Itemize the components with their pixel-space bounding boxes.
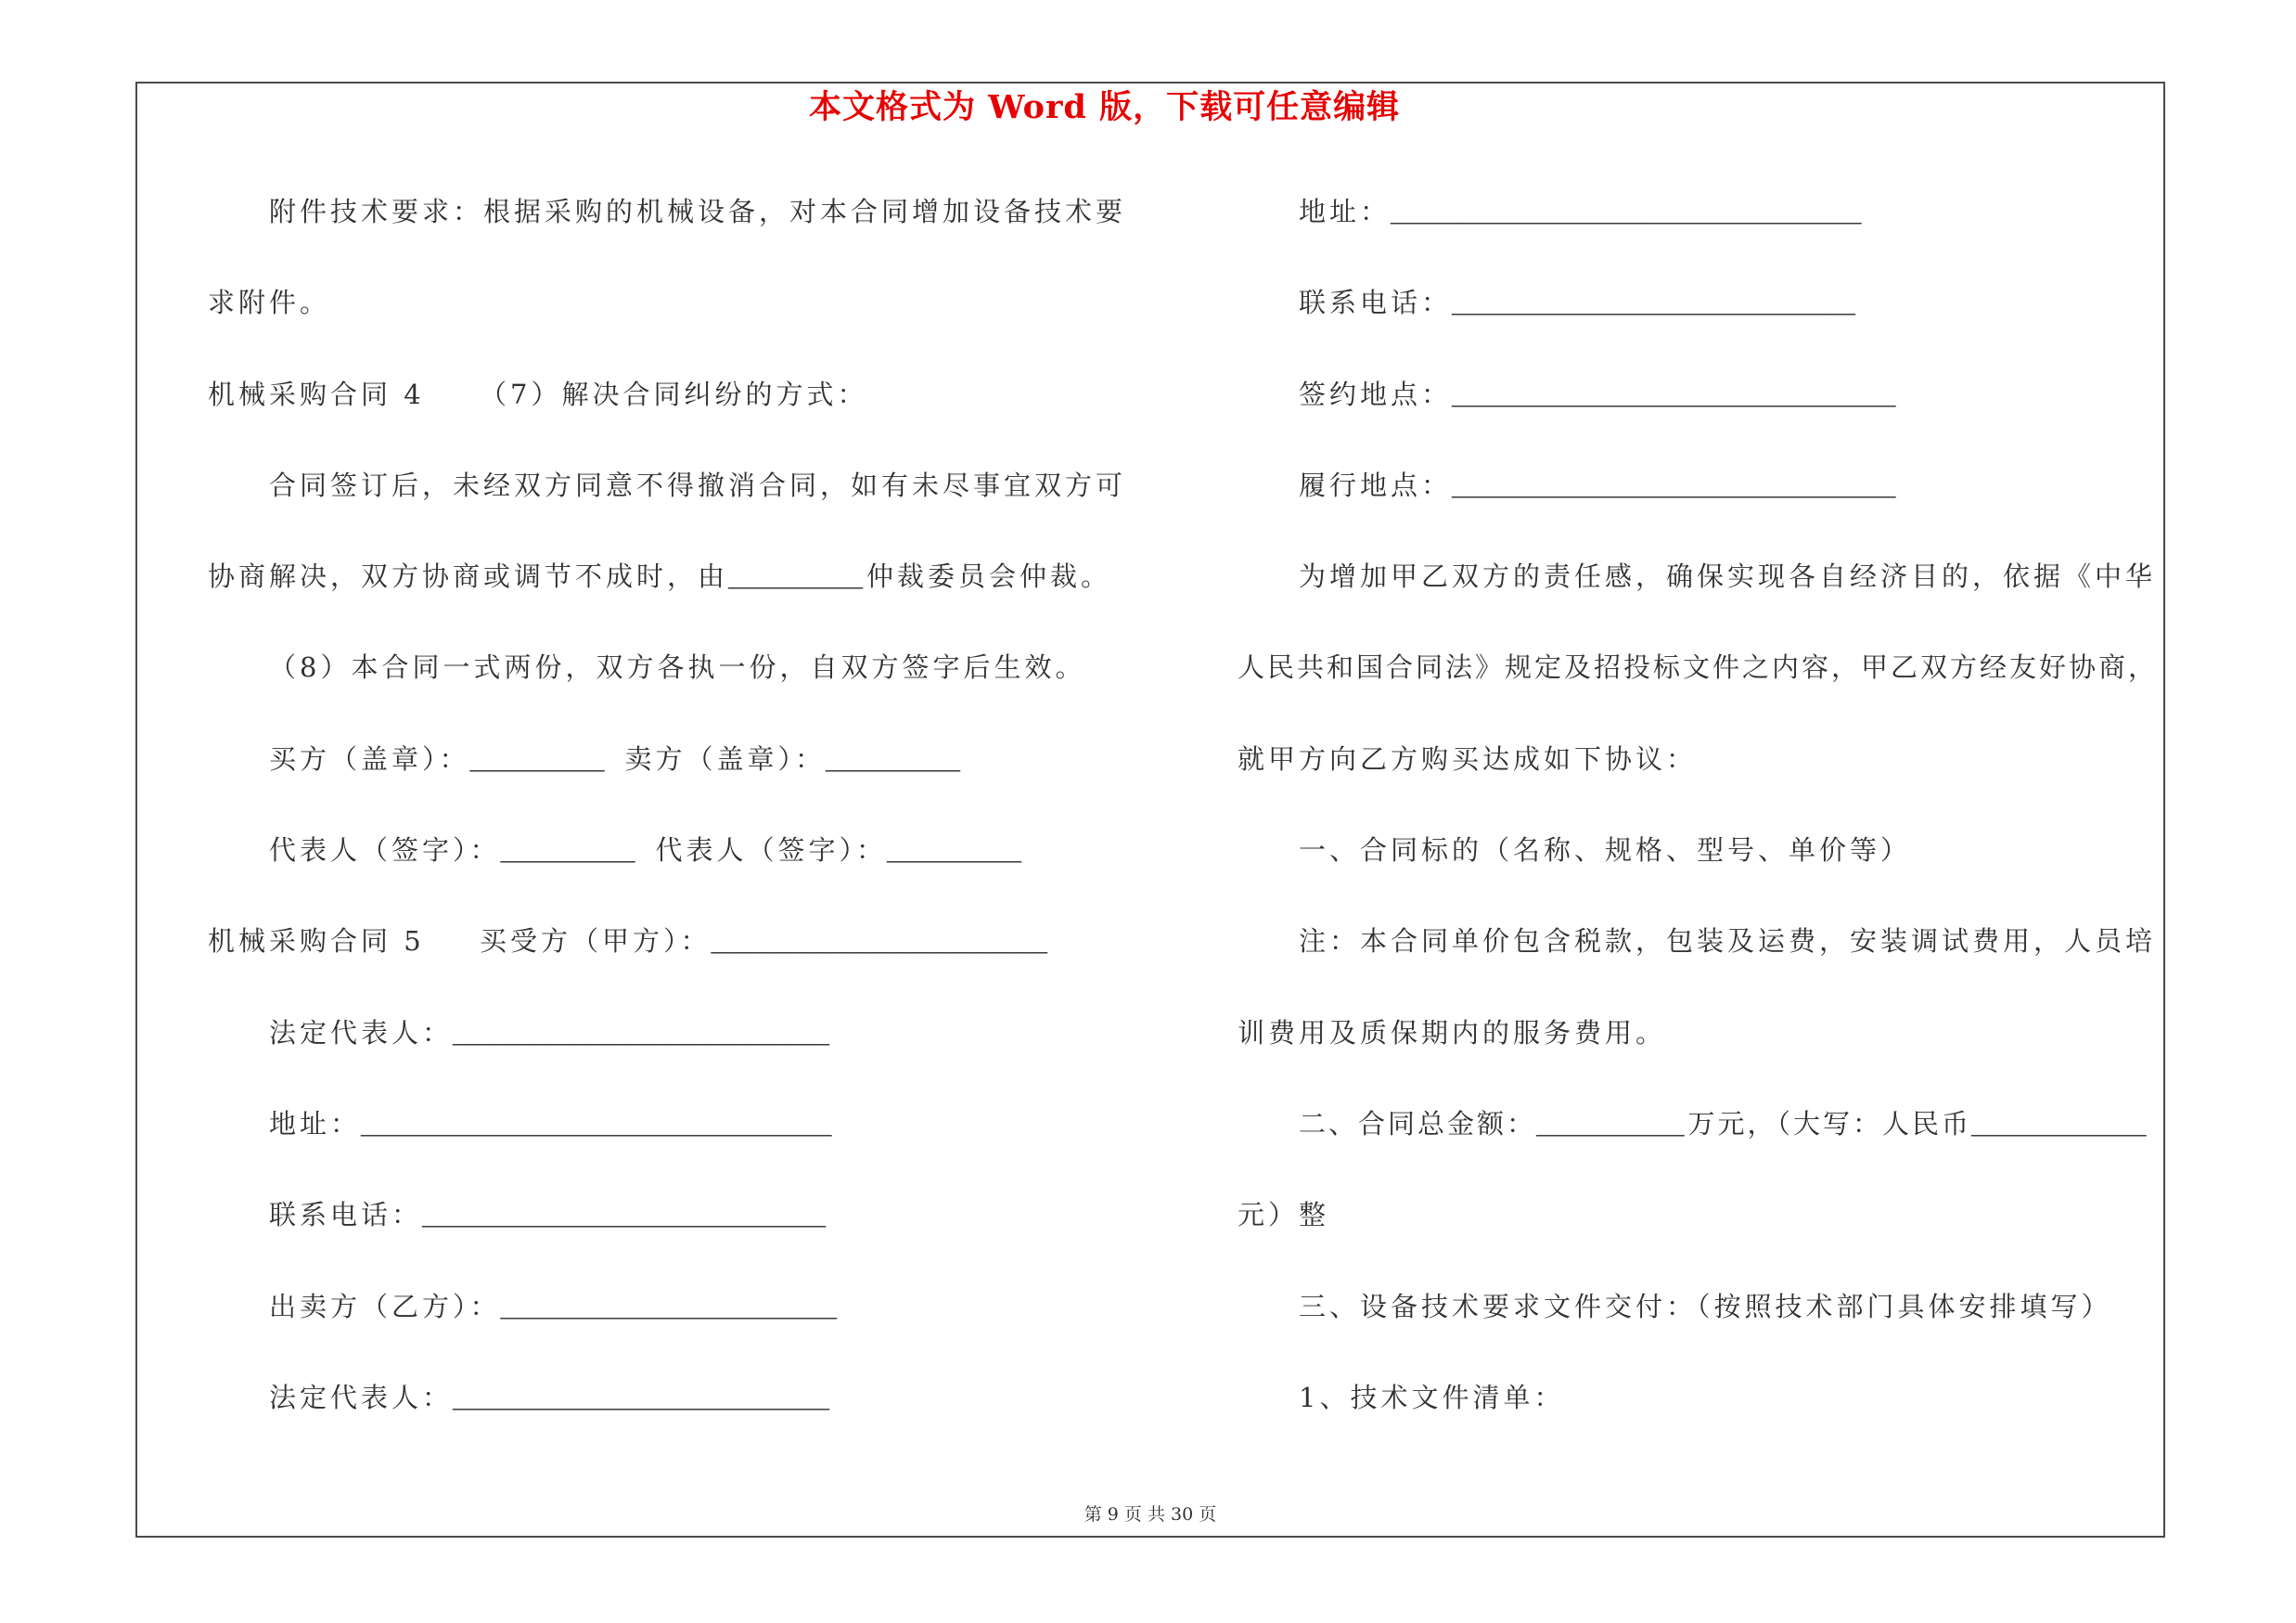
blank-field: _________________________________: [1452, 470, 1896, 501]
blank-field: _________________________________: [1452, 380, 1896, 410]
blank-field: _________________________: [711, 927, 1048, 958]
text-line: [1238, 987, 2165, 1078]
field-label: 地址：: [269, 1107, 362, 1140]
field-line: [1238, 440, 2165, 531]
text-line: [1238, 531, 2165, 622]
text-line: [1238, 1169, 2165, 1260]
signature-line: [208, 714, 1191, 805]
blank-field: _____________: [1971, 1109, 2147, 1140]
list-heading: 1、技术文件清单：: [1299, 1381, 1565, 1413]
field-label: 联系电话：: [269, 1199, 423, 1231]
paragraph-text: 仲裁委员会仲裁。: [866, 560, 1112, 593]
format-notice: 本文格式为 Word 版，下载可任意编辑: [809, 88, 1401, 126]
blank-field: ____________________________: [453, 1018, 830, 1049]
section-heading: 二、合同总金额：: [1299, 1107, 1537, 1140]
text-line: [208, 166, 1191, 257]
text-line: [208, 531, 1191, 622]
page-number: 第 9 页 共 30 页: [1084, 1504, 1217, 1525]
paragraph-text: 人民共和国合同法》规定及招投标文件之内容，甲乙双方经友好协商，: [1238, 651, 2159, 684]
paragraph-text: 元）整: [1238, 1199, 1330, 1231]
contract-heading-line: [208, 349, 1191, 440]
blank-field: ______________________________: [1452, 289, 1856, 319]
blank-field: __________: [500, 836, 635, 867]
text-line: [1238, 895, 2165, 986]
blank-field: _________________________: [500, 1292, 838, 1322]
paragraph-text: 就甲方向乙方购买达成如下协议：: [1238, 742, 1698, 775]
paragraph-text: 附件技术要求：根据采购的机械设备，对本合同增加设备技术要: [269, 196, 1127, 227]
right-column: [1238, 166, 2165, 1443]
paragraph-text: 万元，（大写：人民币: [1687, 1107, 1972, 1140]
representative-label: 代表人（签字）：: [269, 834, 501, 867]
field-label: 买受方（甲方）：: [480, 925, 712, 958]
field-label: 联系电话：: [1299, 287, 1453, 319]
note-text: 注：本合同单价包含税款，包装及运费，安装调试费用，人员培: [1299, 925, 2157, 958]
field-label: 法定代表人：: [269, 1016, 454, 1049]
paragraph-text: （8）本合同一式两份，双方各执一份，自双方签字后生效。: [269, 651, 1086, 684]
contract-heading: 机械采购合同 5: [208, 925, 425, 958]
text-line: [1238, 1352, 2165, 1443]
field-label: 法定代表人：: [269, 1381, 454, 1413]
signature-line: [208, 805, 1191, 895]
field-label: 地址：: [1299, 196, 1392, 227]
field-line: [1238, 349, 2165, 440]
paragraph-text: 合同签订后，未经双方同意不得撤消合同，如有未尽事宜双方可: [269, 469, 1127, 501]
field-label: 履行地点：: [1299, 469, 1453, 501]
contract-heading-line: [208, 895, 1191, 986]
blank-field: ___________________________________: [361, 1109, 832, 1140]
text-line: [1238, 714, 2165, 805]
clause-text: （7）解决合同纠纷的方式：: [480, 378, 868, 410]
field-line: [1238, 166, 2165, 257]
contract-heading: 机械采购合同 4: [208, 378, 425, 410]
section-heading: 三、设备技术要求文件交付：（按照技术部门具体安排填写）: [1299, 1290, 2112, 1322]
paragraph-text: 协商解决，双方协商或调节不成时，由: [208, 560, 729, 593]
blank-field: __________: [826, 744, 961, 775]
text-line: [208, 440, 1191, 531]
representative-label: 代表人（签字）：: [655, 834, 888, 867]
seller-seal-label: 卖方（盖章）：: [624, 742, 827, 775]
note-text: 训费用及质保期内的服务费用。: [1238, 1016, 1667, 1049]
blank-field: __________: [469, 744, 605, 775]
field-line: [208, 1169, 1191, 1260]
buyer-seal-label: 买方（盖章）：: [269, 742, 470, 775]
field-label: 出卖方（乙方）：: [269, 1290, 501, 1322]
blank-field: __________: [887, 836, 1022, 867]
field-label: 签约地点：: [1299, 378, 1453, 410]
field-line: [208, 1352, 1191, 1443]
left-column: [208, 166, 1191, 1443]
text-line: [208, 622, 1191, 713]
field-line: [208, 1261, 1191, 1352]
section-heading: 一、合同标的（名称、规格、型号、单价等）: [1299, 834, 1912, 867]
field-line: [208, 1078, 1191, 1169]
section-line: [1238, 1261, 2165, 1352]
paragraph-text: 求附件。: [208, 287, 331, 319]
text-line: [1238, 622, 2165, 713]
blank-field: ______________________________: [422, 1201, 827, 1231]
blank-field: ___________________________________: [1391, 198, 1862, 227]
paragraph-text: 为增加甲乙双方的责任感，确保实现各自经济目的，依据《中华: [1299, 560, 2157, 593]
field-line: [208, 987, 1191, 1078]
field-line: [1238, 257, 2165, 348]
blank-field: ___________: [1536, 1109, 1685, 1140]
blank-field: ____________________________: [453, 1383, 830, 1413]
section-line: [1238, 805, 2165, 895]
section-line: [1238, 1078, 2165, 1169]
blank-field: __________: [728, 562, 864, 593]
text-line: [208, 257, 1191, 348]
